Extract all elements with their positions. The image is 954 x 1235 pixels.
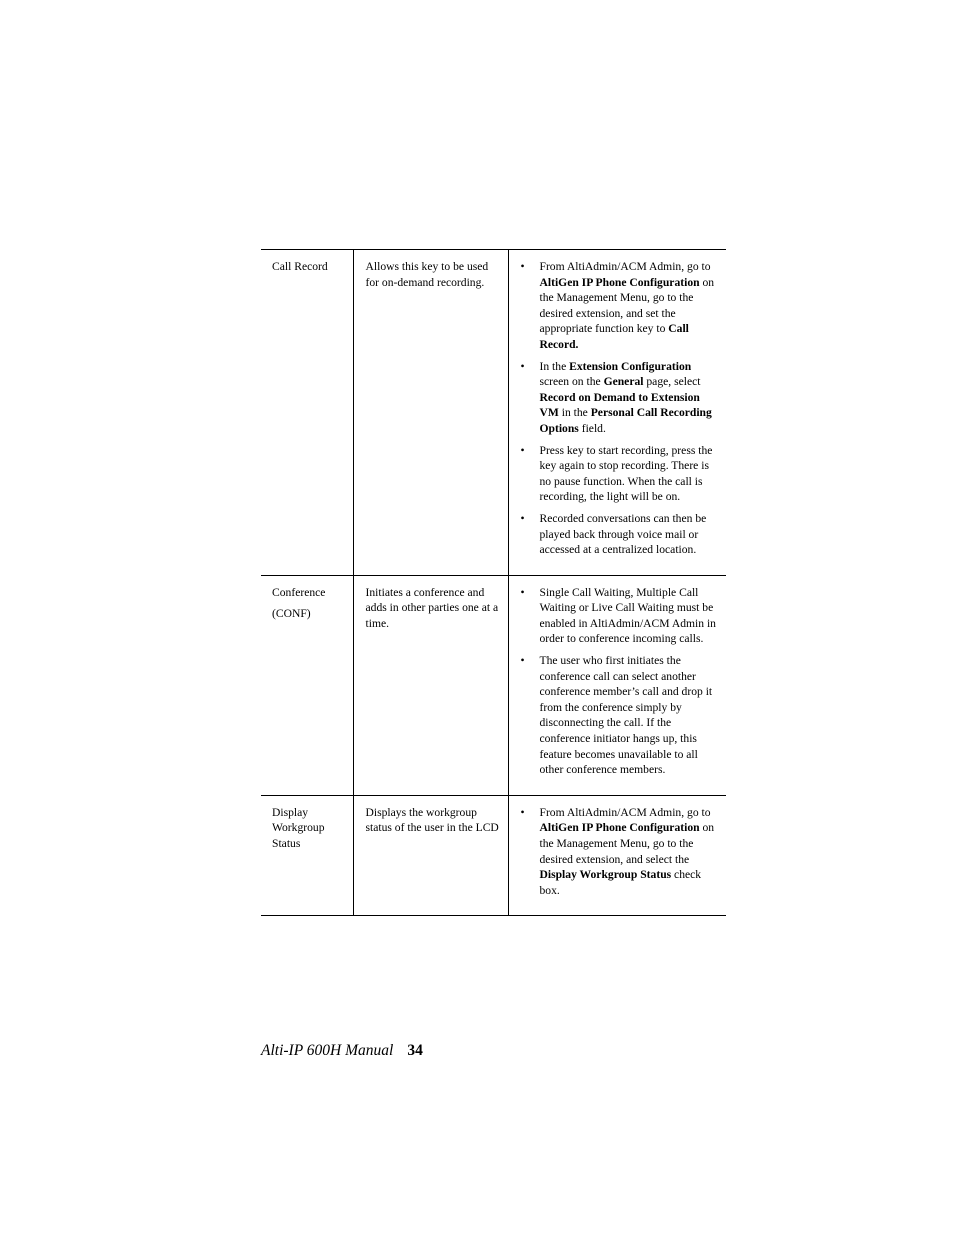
bold-text: AltiGen IP Phone Configuration (539, 275, 700, 289)
feature-name: Display Workgroup Status (272, 805, 325, 850)
manual-title: Alti-IP 600H Manual (261, 1042, 394, 1059)
table-row (261, 795, 726, 916)
page-footer (261, 1041, 423, 1061)
list-item (521, 443, 717, 505)
bold-text: Display Workgroup Status (539, 868, 672, 882)
note-text: page, select (643, 375, 701, 389)
note-text: The user who first initiates the conference call can select another conference member’s call and drop it from the conference simply by disconnecting the call. If the conference initiator hangs up, this feature becomes unavailable to all other conference members. (539, 654, 713, 777)
bullet-icon: • (520, 443, 525, 457)
feature-name-cell (261, 250, 353, 576)
notes-list (521, 585, 717, 778)
note-text: In the (539, 359, 570, 373)
bullet-icon: • (520, 260, 525, 273)
note-text: on the Management Menu, go to the desired extension, and select the (539, 821, 715, 866)
feature-name: Call Record (272, 260, 328, 273)
feature-table (261, 249, 726, 916)
bold-text: General (603, 375, 644, 389)
bullet-icon: • (520, 359, 525, 373)
notes-list (521, 259, 717, 558)
bullet-icon: • (520, 805, 525, 819)
feature-description: Allows this key to be used for on-demand recording. (353, 250, 508, 576)
bullet-icon: • (520, 585, 525, 599)
list-item (521, 585, 717, 647)
note-text: Press key to start recording, press the key again to stop recording. There is no pause function. When the call is recording, the light will be on. (539, 443, 713, 504)
list-item (521, 259, 717, 353)
feature-description: Displays the workgroup status of the user in the LCD (353, 795, 508, 916)
table-row (261, 575, 726, 795)
bold-text: AltiGen IP Phone Configuration (539, 821, 700, 835)
feature-description: Initiates a conference and adds in other parties one at a time. (353, 575, 508, 795)
table-row (261, 250, 726, 576)
note-text: on the Management Menu, go to the desired extension, and set the appropriate function key to (539, 275, 715, 336)
feature-notes (508, 250, 726, 576)
feature-name-cell (261, 575, 353, 795)
bold-text: Record on Demand to Extension VM (539, 390, 700, 420)
note-text: screen on the (539, 375, 604, 389)
note-text: Single Call Waiting, Multiple Call Waiting or Live Call Waiting must be enabled in AltiAdmin/ACM Admin in order to conference incoming calls. (539, 585, 716, 646)
note-text: in the (558, 406, 591, 420)
note-text: Recorded conversations can then be played back through voice mail or accessed at a centralized location. (539, 511, 707, 557)
bold-text: Call Record. (539, 322, 689, 351)
list-item (521, 653, 717, 778)
bullet-icon: • (520, 654, 525, 668)
list-item (521, 359, 717, 437)
note-text: field. (578, 421, 606, 435)
feature-notes (508, 795, 726, 916)
note-text: From AltiAdmin/ACM Admin, go to (539, 805, 711, 819)
bullet-icon: • (520, 511, 525, 525)
list-item (521, 511, 717, 558)
list-item (521, 805, 717, 899)
note-text: From AltiAdmin/ACM Admin, go to (539, 260, 711, 273)
note-text: check box. (539, 868, 702, 897)
feature-notes (508, 575, 726, 795)
feature-rows (261, 250, 726, 916)
bold-text: Extension Configuration (569, 359, 692, 373)
feature-name: (CONF) (272, 607, 311, 621)
feature-name-cell (261, 795, 353, 916)
notes-list (521, 805, 717, 899)
bold-text: Personal Call Recording Options (539, 406, 712, 435)
page-number: 34 (407, 1042, 423, 1059)
feature-name: Conference (272, 585, 326, 599)
